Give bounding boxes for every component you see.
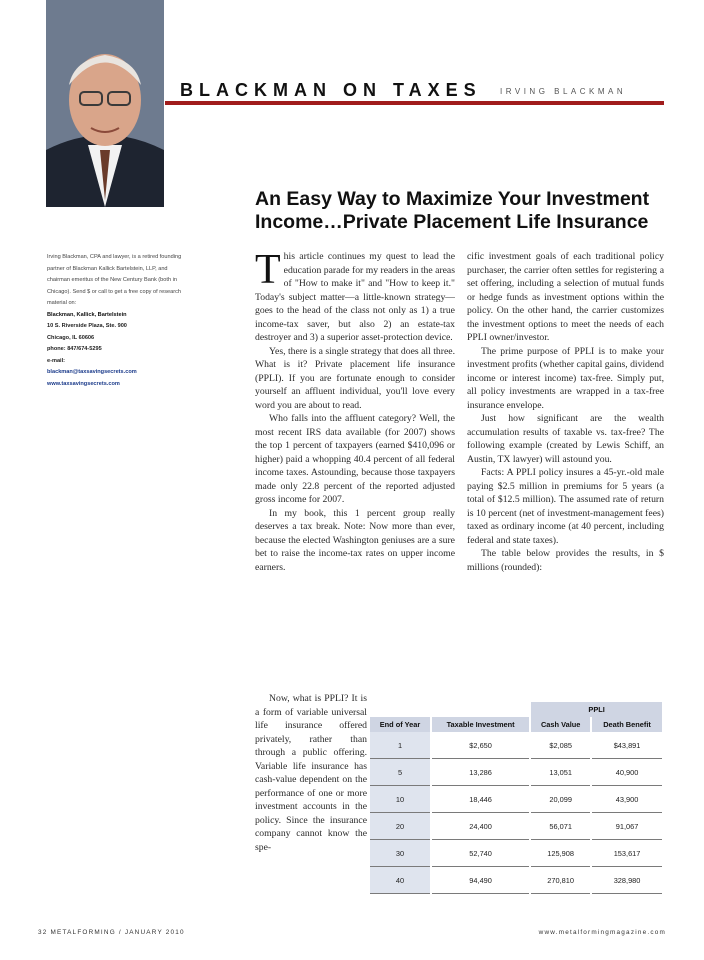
table-row bbox=[370, 867, 663, 894]
footer-page-info: 32 METALFORMING / JANUARY 2010 bbox=[38, 929, 185, 936]
author-bio bbox=[47, 252, 187, 390]
table-row bbox=[370, 813, 663, 840]
paragraph-5: Now, what is PPLI? It is a form of variable universal life insurance offered privately, rather than through a public offering. Variable life insurance has cash-value dependent on the performance of one or more investment accounts in the policy. Since the insurance company cannot know the spe- bbox=[255, 693, 367, 853]
table-cell: 153,617 bbox=[591, 840, 663, 867]
article-column-2 bbox=[467, 250, 664, 574]
title-rule bbox=[165, 101, 664, 105]
table-cell: 13,051 bbox=[530, 759, 591, 786]
article-column-1 bbox=[255, 247, 455, 574]
author-photo bbox=[46, 0, 164, 207]
drop-cap: T bbox=[255, 247, 281, 293]
paragraph-9: Facts: A PPLI policy insures a 45-yr.-old male paying $2.5 million in premiums for 5 years (a total of $12.5 million). The assumed rate of return is 10 percent (net of investment-management fees) taxed as ordinary income (at 40 percent, including federal and state taxes). bbox=[467, 467, 664, 546]
table-group-header: PPLI bbox=[530, 702, 663, 717]
bio-phone: phone: 847/674-5295 bbox=[47, 346, 102, 352]
table-cell: 20,099 bbox=[530, 786, 591, 813]
footer-website: www.metalformingmagazine.com bbox=[538, 929, 666, 936]
table-cell: 30 bbox=[370, 840, 431, 867]
ppli-results-table bbox=[370, 702, 664, 894]
table-cell: 18,446 bbox=[431, 786, 530, 813]
table-cell: 94,490 bbox=[431, 867, 530, 894]
table-cell: 56,071 bbox=[530, 813, 591, 840]
table-header: Taxable Investment bbox=[431, 717, 530, 732]
paragraph-1 bbox=[255, 247, 455, 345]
column-author: IRVING BLACKMAN bbox=[500, 87, 627, 96]
table-cell: 10 bbox=[370, 786, 431, 813]
article-column-1-narrow bbox=[255, 692, 367, 854]
table-cell: 24,400 bbox=[431, 813, 530, 840]
table-header: Cash Value bbox=[530, 717, 591, 732]
table-header: Death Benefit bbox=[591, 717, 663, 732]
table-group-header-row bbox=[370, 702, 663, 717]
table-cell: 52,740 bbox=[431, 840, 530, 867]
table-row bbox=[370, 840, 663, 867]
bio-address: 10 S. Riverside Plaza, Ste. 900 bbox=[47, 323, 127, 329]
paragraph-2: Yes, there is a single strategy that does all three. What is it? Private placement life insurance (PPLI). If you are fortunate enough to consider yourself an affluent individual, you'll love every word you are about to read. bbox=[255, 345, 455, 411]
paragraph-6: cific investment goals of each traditional policy purchaser, the carrier often settles for registering a set offering, including a selection of mutual funds or hedge funds as investment options within the policy. On the other hand, the carrier customizes the investment options to meet the needs of each PPLI owner/investor. bbox=[467, 251, 664, 343]
paragraph-4: In my book, this 1 percent group really deserves a tax break. Note: Now more than ever, because the elected Washington geniuses are a sure bet to raise the income-tax rates on upper income earners. bbox=[255, 507, 455, 573]
table-cell: 270,810 bbox=[530, 867, 591, 894]
paragraph-3: Who falls into the affluent category? Well, the most recent IRS data available (for 2007) shows the top 1 percent of taxpayers (earned $410,096 or higher) paid a whopping 40.4 percent of all federal income taxes. Astounding, because those taxpayers made only 22.8 percent of the reported adjusted gross income for 2007. bbox=[255, 413, 455, 505]
bio-email-link[interactable]: blackman@taxsavingsecrets.com bbox=[47, 369, 137, 375]
table-cell: 91,067 bbox=[591, 813, 663, 840]
bio-firm: Blackman, Kallick, Bartelstein bbox=[47, 311, 127, 318]
table-cell: 20 bbox=[370, 813, 431, 840]
paragraph-8: Just how significant are the wealth accumulation results of taxable vs. tax-free? The following example (created by Lewis Schiff, an Austin, TX lawyer) will astound you. bbox=[467, 413, 664, 465]
table-cell: 5 bbox=[370, 759, 431, 786]
table-header-row bbox=[370, 717, 663, 732]
table-cell: 1 bbox=[370, 732, 431, 759]
table-row bbox=[370, 759, 663, 786]
table-header: End of Year bbox=[370, 717, 431, 732]
paragraph-7: The prime purpose of PPLI is to make your investment profits (whether capital gains, dividend income or interest income) tax-free. Simply put, all policy investments are wrapped in a tax-free insurance envelope. bbox=[467, 345, 664, 411]
table-cell: 125,908 bbox=[530, 840, 591, 867]
table-row bbox=[370, 732, 663, 759]
table-cell: $2,085 bbox=[530, 732, 591, 759]
table-cell: $43,891 bbox=[591, 732, 663, 759]
paragraph-1-text: his article continues my quest to lead the education parade for my readers in the areas of "How to make it" and "How to keep it." Today's subject matter—a little-known strategy—goes to the head of the class not only as 1) a true income-tax saver, but also 2) an estate-tax destroyer and 3) a superior asset-protection device. bbox=[255, 251, 455, 343]
table-cell: 40 bbox=[370, 867, 431, 894]
column-title-text: BLACKMAN ON TAXES bbox=[180, 80, 482, 100]
paragraph-10: The table below provides the results, in $ millions (rounded): bbox=[467, 548, 664, 573]
table-cell: $2,650 bbox=[431, 732, 530, 759]
bio-website-link[interactable]: www.taxsavingsecrets.com bbox=[47, 380, 120, 387]
table-cell: 328,980 bbox=[591, 867, 663, 894]
table-cell: 40,900 bbox=[591, 759, 663, 786]
table-cell: 13,286 bbox=[431, 759, 530, 786]
table-cell: 43,900 bbox=[591, 786, 663, 813]
bio-city: Chicago, IL 60606 bbox=[47, 334, 95, 341]
table-row bbox=[370, 786, 663, 813]
headline: An Easy Way to Maximize Your Investment Income…Private Placement Life Insurance bbox=[255, 188, 650, 233]
bio-email-label: e-mail: bbox=[47, 357, 66, 364]
bio-text: Irving Blackman, CPA and lawyer, is a retired founding partner of Blackman Kallick Bartelstein, LLP, and chairman emeritus of the New Century Bank (both in Chicago). Send $ or call to get a free copy of research material on: bbox=[47, 254, 182, 306]
